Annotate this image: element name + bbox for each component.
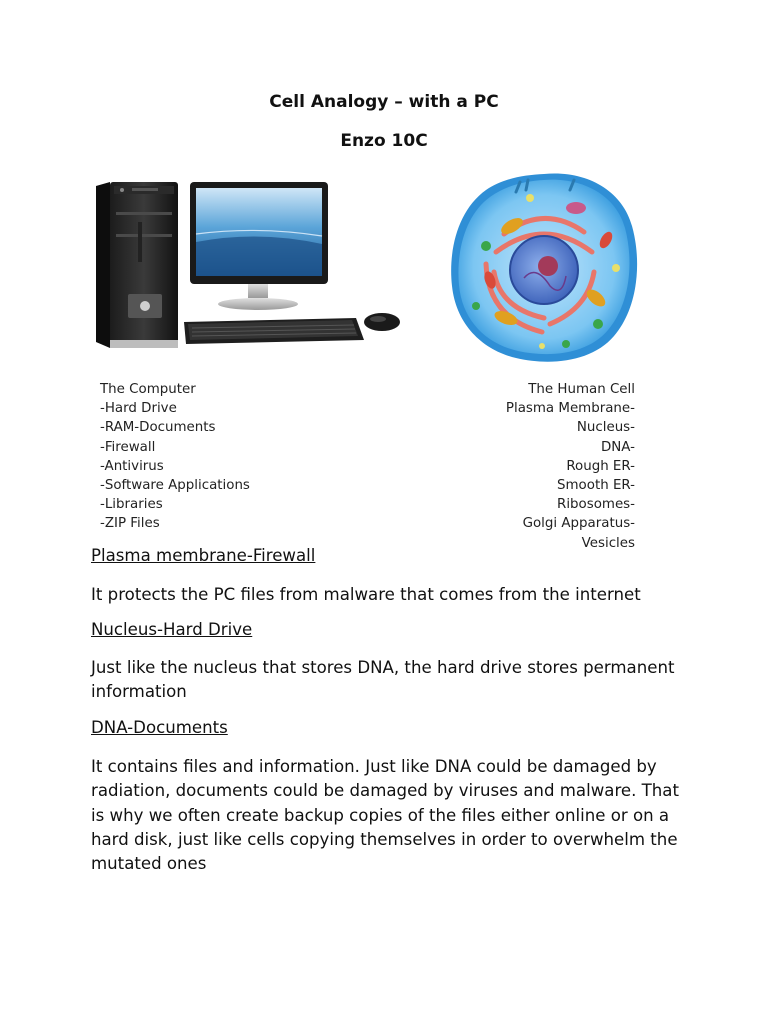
list-item: DNA- [600,439,635,455]
keyboard [184,318,364,344]
list-item: -Libraries [100,497,163,513]
computer-components-list [100,380,250,534]
section-heading-dna: DNA-Documents [91,718,228,737]
list-item: Golgi Apparatus- [522,516,635,532]
section-heading-nucleus: Nucleus-Hard Drive [91,620,253,639]
list-item: -RAM-Documents [100,420,216,436]
tower-case [96,182,178,348]
section-body-dna: It contains files and information. Just like DNA could be damaged by radiation, documents could be damaged by viruses and malware. That is why we often create backup copies of the files either online or on a hard disk, just like cells copying themselves in order to overwhelm the mutated ones [91,757,679,874]
vesicle [612,264,620,272]
list-item: Plasma Membrane- [505,401,635,417]
list-item: -Hard Drive [100,401,177,417]
list-item: -ZIP Files [100,516,160,532]
nucleolus [538,256,558,276]
list-item: Nucleus- [576,420,635,436]
list-item: Vesicles [581,535,635,551]
section-heading-plasma-membrane: Plasma membrane-Firewall [91,546,316,565]
section-body-nucleus: Just like the nucleus that stores DNA, the hard drive stores permanent information [91,658,675,702]
list-heading: The Computer [100,382,196,397]
monitor [190,182,328,310]
list-item: Rough ER- [566,458,635,474]
golgi-apparatus [566,202,586,214]
author-line: Enzo 10C [340,131,428,151]
list-item: -Antivirus [100,458,164,474]
section-body-plasma-membrane: It protects the PC files from malware that comes from the internet [91,585,641,604]
list-item: Smooth ER- [557,478,635,494]
human-cell-illustration [446,168,642,368]
list-item: Ribosomes- [557,497,635,513]
mouse [364,313,400,331]
list-item: -Firewall [100,439,156,455]
list-item: -Software Applications [100,478,250,494]
document-title: Cell Analogy – with a PC [269,92,499,112]
computer-illustration [88,172,410,364]
list-heading: The Human Cell [528,382,635,397]
cell-organelles-list [506,380,635,553]
